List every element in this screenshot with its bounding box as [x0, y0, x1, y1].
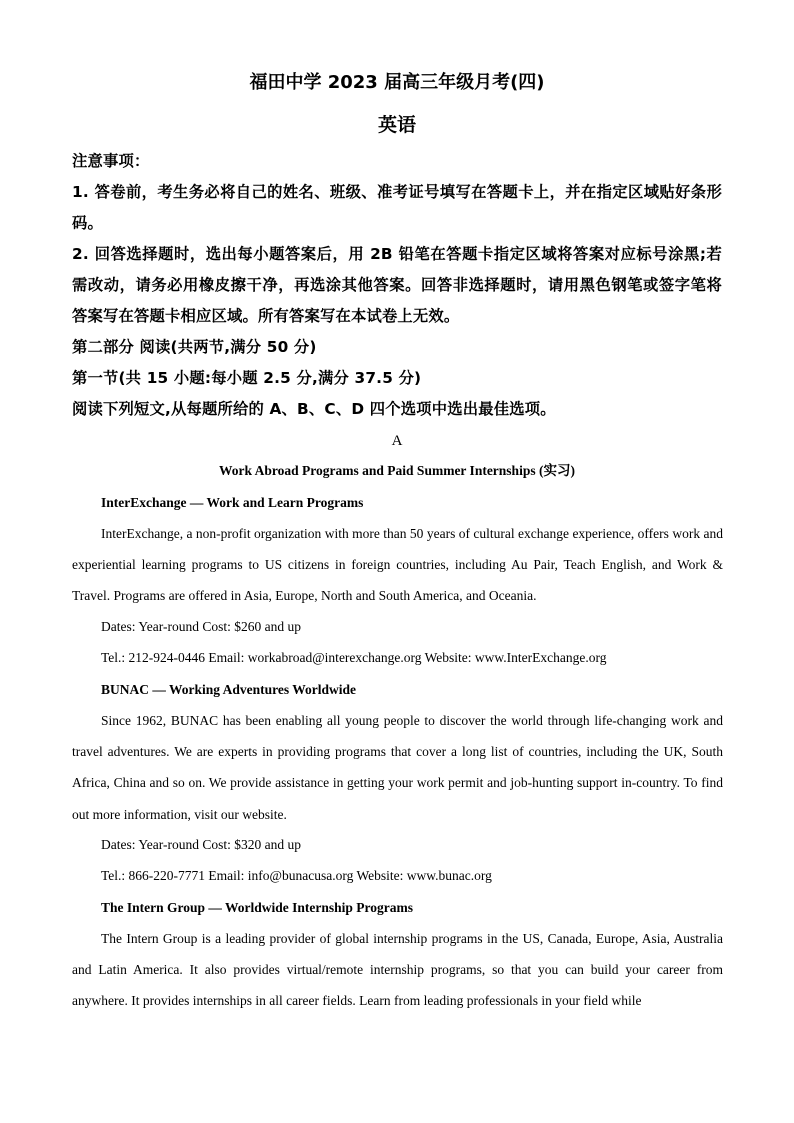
program-heading: BUNAC — Working Adventures Worldwide: [101, 682, 357, 697]
instruction-text: 阅读下列短文,从每题所给的 A、B、C、D 四个选项中选出最佳选项。: [72, 400, 556, 418]
passage-label: A: [391, 433, 403, 449]
subject-title: 英语: [377, 114, 416, 136]
notes-item-2: 2. 回答选择题时，选出每小题答案后，用 2B 铅笔在答题卡指定区域将答案对应标号涂黑;若需改动，请务必用橡皮擦干净，再选涂其他答案。回答非选择题时，请用黑色钢笔或签字笔将答案写在答题卡相应区域。所有答案写在本试卷上无效。: [72, 245, 722, 325]
exam-title: 福田中学 2023 届高三年级月考(四): [249, 72, 545, 93]
part-title: 第二部分 阅读(共两节,满分 50 分): [72, 338, 317, 356]
notes-item-1: 1. 答卷前，考生务必将自己的姓名、班级、准考证号填写在答题卡上，并在指定区域贴好条形码。: [72, 183, 722, 232]
program-dates: Dates: Year-round Cost: $320 and up: [101, 837, 301, 852]
program-heading: The Intern Group — Worldwide Internship Programs: [101, 900, 414, 915]
program-description: InterExchange, a non-profit organization with more than 50 years of cultural exchange experience, offers work and experiential learning programs to US citizens in foreign countries, including Au Pair, Teach English, and Work & Travel. Programs are offered in Asia, Europe, North and South America, and Oceania.: [72, 526, 723, 604]
program-dates: Dates: Year-round Cost: $260 and up: [101, 619, 301, 634]
program-description: The Intern Group is a leading provider of global internship programs in the US, Canada, Europe, Asia, Australia and Latin America. It also provides virtual/remote internship programs, so that you can build your career from anywhere. It provides internships in all career fields. Learn from leading professionals in your field while: [72, 931, 723, 1009]
program-description: Since 1962, BUNAC has been enabling all young people to discover the world through life-changing work and travel adventures. We are experts in providing programs that cover a long list of countries, including the UK, South Africa, China and so on. We provide assistance in getting your work permit and job-hunting support in-country. To find out more information, visit our website.: [72, 713, 723, 822]
passage-title: Work Abroad Programs and Paid Summer Internships (实习): [219, 463, 575, 478]
section-title: 第一节(共 15 小题:每小题 2.5 分,满分 37.5 分): [72, 369, 422, 387]
notes-heading: 注意事项：: [72, 152, 150, 170]
program-contact: Tel.: 212-924-0446 Email: workabroad@interexchange.org Website: www.InterExchange.org: [101, 650, 607, 665]
program-heading: InterExchange — Work and Learn Programs: [101, 495, 364, 510]
program-contact: Tel.: 866-220-7771 Email: info@bunacusa.org Website: www.bunac.org: [101, 868, 492, 883]
